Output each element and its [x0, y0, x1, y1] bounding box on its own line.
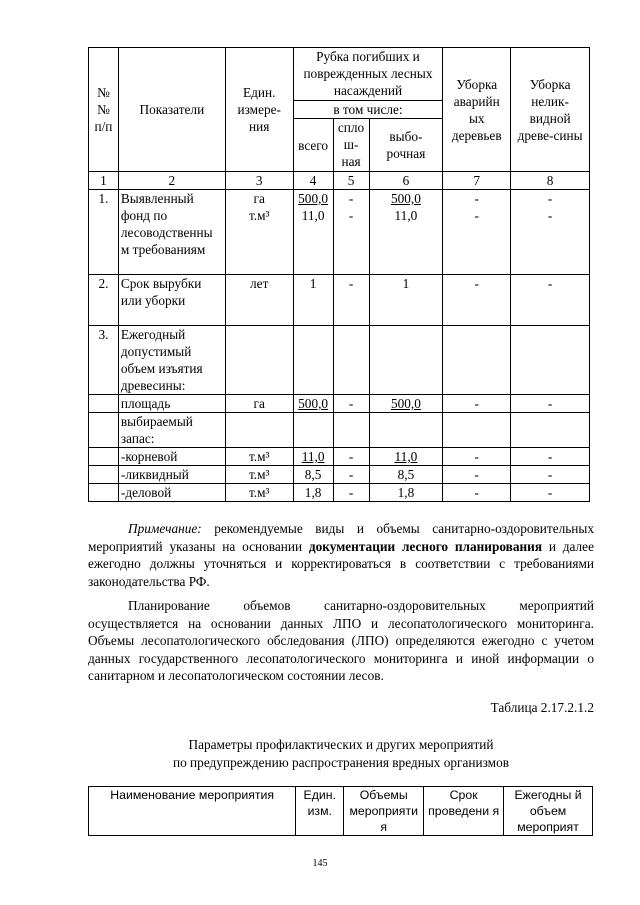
row-selective: 1 — [369, 275, 443, 326]
header-emergency: Уборка аварийн ых деревьев — [443, 48, 511, 172]
table-row — [89, 484, 590, 502]
col-number: 5 — [333, 172, 369, 190]
row-selective: 11,0 — [369, 448, 443, 466]
empty-cell — [443, 413, 511, 448]
empty-cell — [333, 413, 369, 448]
row-emergency: - — [443, 275, 511, 326]
row-total: 500,0 11,0 — [293, 190, 333, 275]
note-text-end: и далее ежегодно должны уточняться и корректироваться в соответствии с требованиями законодательства РФ. — [88, 538, 594, 589]
row-nonliquid: - — [511, 395, 590, 413]
row-number: 2. — [89, 275, 119, 326]
empty-cell — [333, 326, 369, 395]
table-row — [89, 275, 590, 326]
note-bold-text: документации лесного планирования — [308, 538, 543, 554]
row-indicator: Выявленный фонд по лесоводственны м требованиям — [118, 190, 225, 275]
header-solid: спло ш- ная — [333, 119, 369, 172]
col-number: 8 — [511, 172, 590, 190]
empty-cell — [369, 413, 443, 448]
table-row — [89, 448, 590, 466]
empty-cell — [89, 484, 119, 502]
body-paragraph-text: Планирование объемов санитарно-оздоровительных мероприятий осуществляется на основании данных ЛПО и лесопатологического мониторинга. Объемы лесопатологического обследования (ЛПО) определяются ежегодно с учетом данных государственного лесопатологического мониторинга и иной информации о санитарном и лесопатологическом состоянии лесов. — [88, 598, 594, 684]
col-number: 7 — [443, 172, 511, 190]
header-indicator: Показатели — [118, 48, 225, 172]
empty-cell — [225, 326, 293, 395]
table-row — [89, 395, 590, 413]
row-solid: - — [333, 448, 369, 466]
table-title-line: по предупреждению распространения вредных организмов — [172, 755, 510, 770]
col-number: 6 — [369, 172, 443, 190]
row-solid: - — [333, 466, 369, 484]
header-nonliquid: Уборка нелик- видной древе-сины — [511, 48, 590, 172]
empty-cell — [225, 413, 293, 448]
row-emergency: - - — [443, 190, 511, 275]
table-row — [89, 190, 590, 275]
row-unit: т.м³ — [225, 484, 293, 502]
col-number: 4 — [293, 172, 333, 190]
table-row — [89, 326, 590, 395]
row-indicator: площадь — [118, 395, 225, 413]
row-indicator: Ежегодный допустимый объем изъятия древесины: — [118, 326, 225, 395]
header-unit: Един. изм. — [296, 787, 344, 836]
note-label: Примечание: — [128, 521, 202, 536]
empty-cell — [293, 413, 333, 448]
preventive-measures-table — [88, 786, 593, 836]
row-emergency: - — [443, 448, 511, 466]
row-nonliquid: - — [511, 466, 590, 484]
row-total: 1 — [293, 275, 333, 326]
page-number: 145 — [312, 858, 328, 869]
row-selective: 8,5 — [369, 466, 443, 484]
header-selective: выбо- рочная — [369, 119, 443, 172]
row-unit: т.м³ — [225, 448, 293, 466]
empty-cell — [89, 413, 119, 448]
header-unit: Един. измере- ния — [225, 48, 293, 172]
header-total: всего — [293, 119, 333, 172]
header-measure-name: Наименование мероприятия — [89, 787, 296, 836]
header-annual-volume: Ежегодны й объем мероприят — [504, 787, 593, 836]
row-number: 1. — [89, 190, 119, 275]
col-number: 2 — [118, 172, 225, 190]
table-row — [89, 413, 590, 448]
row-solid: - — [333, 484, 369, 502]
empty-cell — [443, 326, 511, 395]
col-number: 3 — [225, 172, 293, 190]
empty-cell — [293, 326, 333, 395]
row-total: 11,0 — [293, 448, 333, 466]
body-paragraph — [88, 597, 594, 685]
row-indicator: выбираемый запас: — [118, 413, 225, 448]
table-title — [88, 736, 594, 772]
table-title-line: Параметры профилактических и других мероприятий — [188, 737, 494, 752]
row-indicator: Срок вырубки или уборки — [118, 275, 225, 326]
header-period: Срок проведени я — [424, 787, 504, 836]
col-number: 1 — [89, 172, 119, 190]
row-unit: т.м³ — [225, 466, 293, 484]
row-indicator: -ликвидный — [118, 466, 225, 484]
row-solid: - — [333, 395, 369, 413]
row-selective: 500,0 11,0 — [369, 190, 443, 275]
empty-cell — [511, 413, 590, 448]
row-indicator: -деловой — [118, 484, 225, 502]
row-emergency: - — [443, 466, 511, 484]
empty-cell — [511, 326, 590, 395]
sanitary-measures-table — [88, 47, 590, 502]
row-unit: га — [225, 395, 293, 413]
header-incl: в том числе: — [293, 101, 443, 119]
row-unit: лет — [225, 275, 293, 326]
row-total: 1,8 — [293, 484, 333, 502]
empty-cell — [89, 448, 119, 466]
row-nonliquid: - — [511, 484, 590, 502]
row-nonliquid: - — [511, 275, 590, 326]
header-num: № № п/п — [89, 48, 119, 172]
row-nonliquid: - — [511, 448, 590, 466]
row-unit: га т.м³ — [225, 190, 293, 275]
note-text: рекомендуемые виды и объемы санитарно-оздоровительных мероприятий указаны на основании — [88, 521, 594, 554]
table-row — [89, 466, 590, 484]
row-total: 8,5 — [293, 466, 333, 484]
header-cutting: Рубка погибших и поврежденных лесных насаждений — [293, 48, 443, 101]
header-volumes: Объемы мероприяти я — [344, 787, 424, 836]
row-selective: 500,0 — [369, 395, 443, 413]
row-number: 3. — [89, 326, 119, 395]
table-reference: Таблица 2.17.2.1.2 — [490, 700, 594, 715]
row-solid: - — [333, 275, 369, 326]
note-paragraph — [88, 520, 594, 590]
row-nonliquid: - - — [511, 190, 590, 275]
row-emergency: - — [443, 395, 511, 413]
row-solid: - - — [333, 190, 369, 275]
empty-cell — [89, 466, 119, 484]
column-numbers-row — [89, 172, 590, 190]
row-emergency: - — [443, 484, 511, 502]
row-indicator: -корневой — [118, 448, 225, 466]
row-total: 500,0 — [293, 395, 333, 413]
row-selective: 1,8 — [369, 484, 443, 502]
empty-cell — [89, 395, 119, 413]
empty-cell — [369, 326, 443, 395]
